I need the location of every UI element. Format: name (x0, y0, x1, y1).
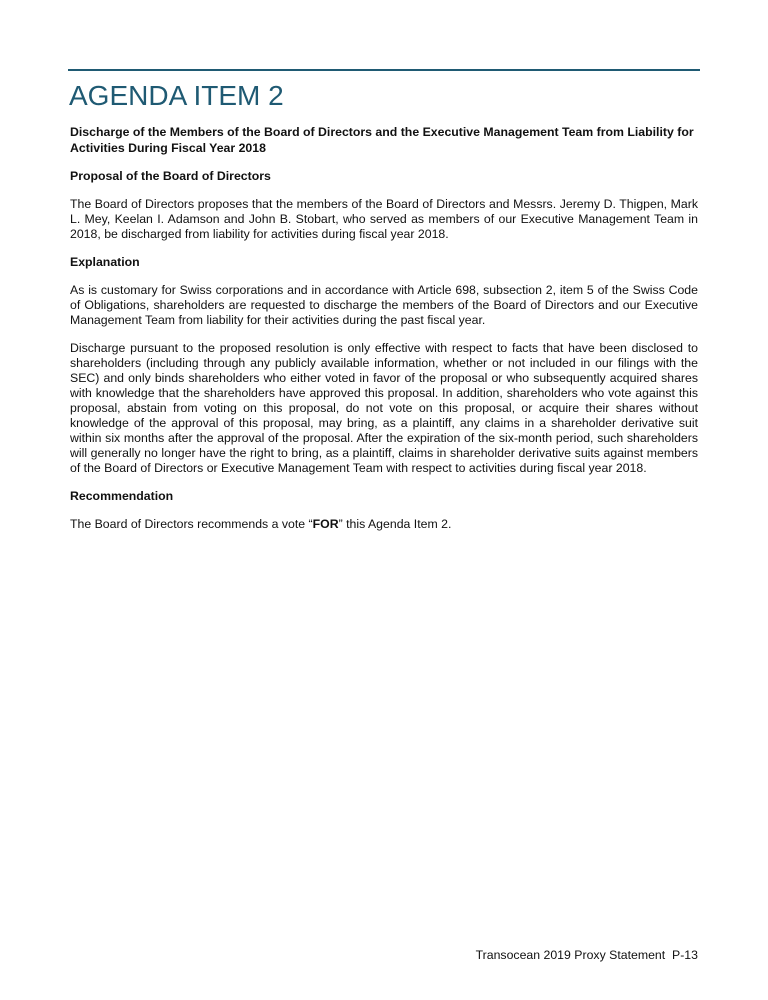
page-title: AGENDA ITEM 2 (69, 80, 284, 111)
recommendation-paragraph (70, 517, 698, 532)
explanation-paragraph-1: As is customary for Swiss corporations and in accordance with Article 698, subsection 2, item 5 of the Swiss Code of Obligations, shareholders are requested to discharge the members of the Board of Directors and our Executive Management Team from liability for their activities during the past fiscal year. (70, 283, 698, 327)
recommendation-heading: Recommendation (70, 489, 174, 503)
recommendation-post: ” this Agenda Item 2. (338, 517, 452, 531)
recommendation-pre: The Board of Directors recommends a vote “ (70, 517, 313, 531)
page-footer: Transocean 2019 Proxy Statement P-13 (475, 948, 698, 962)
explanation-heading: Explanation (70, 255, 140, 269)
proposal-paragraph: The Board of Directors proposes that the members of the Board of Directors and Messrs. Jeremy D. Thigpen, Mark L. Mey, Keelan I. Adamson and John B. Stobart, who served as members of our Executive Management Team in 2018, be discharged from liability for activities during fiscal year 2018. (70, 197, 698, 241)
document-body (70, 124, 698, 545)
proposal-heading: Proposal of the Board of Directors (70, 169, 271, 183)
recommendation-vote: FOR (312, 517, 339, 531)
explanation-paragraph-2: Discharge pursuant to the proposed resolution is only effective with respect to facts that have been disclosed to shareholders (including through any publicly available information, whether or not included in our filings with the SEC) and only binds shareholders who either voted in favor of the proposal or who subsequently acquired shares with knowledge that the shareholders have approved this proposal. In addition, shareholders who vote against this proposal, abstain from voting on this proposal, do not vote on this proposal, or acquire their shares without knowledge of the approval of this proposal, may bring, as a plaintiff, any claims in a shareholder derivative suit within six months after the approval of the proposal. After the expiration of the six-month period, such shareholders will generally no longer have the right to bring, as a plaintiff, claims in shareholder derivative suits against members of the Board of Directors or Executive Management Team with respect to activities during fiscal year 2018. (70, 341, 698, 475)
section-subtitle: Discharge of the Members of the Board of Directors and the Executive Management Team from Liability for Activities During Fiscal Year 2018 (70, 125, 694, 155)
header-rule (68, 69, 700, 71)
